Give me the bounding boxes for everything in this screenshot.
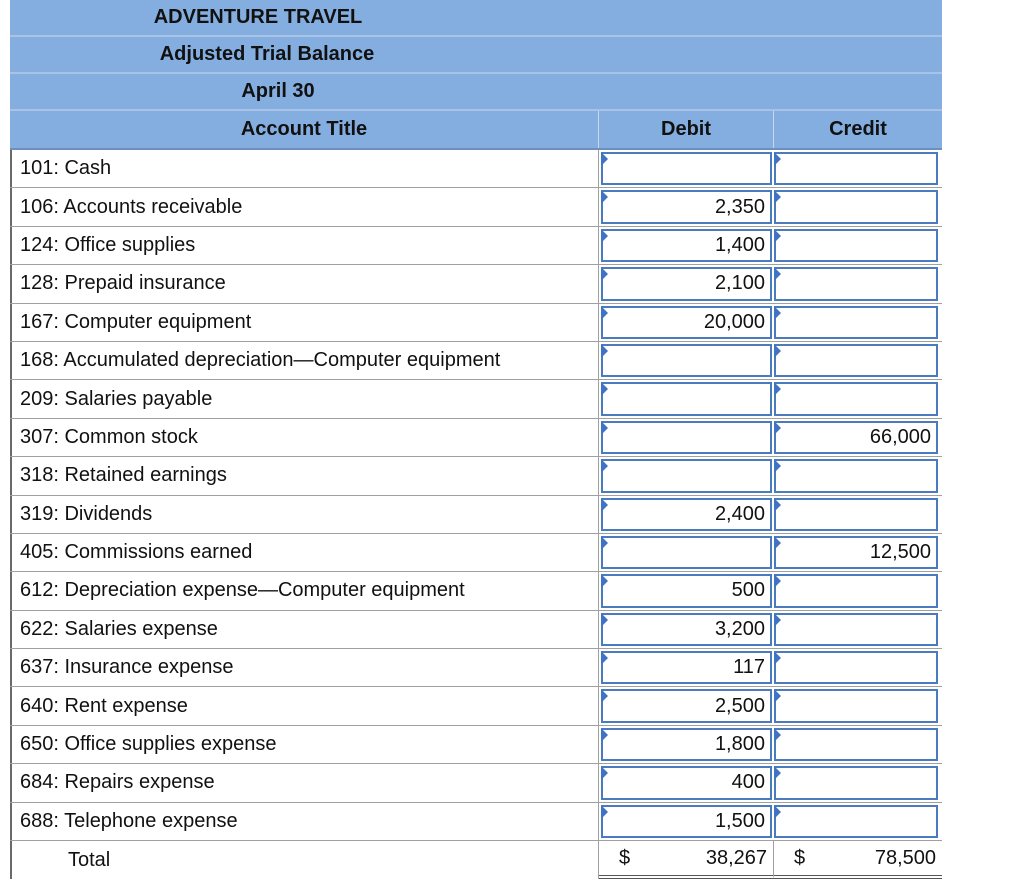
debit-input[interactable]: 2,350 xyxy=(601,190,772,223)
table-row xyxy=(10,726,942,764)
table-row xyxy=(10,380,942,418)
credit-input[interactable] xyxy=(774,382,938,415)
account-title-cell: 640: Rent expense xyxy=(10,687,599,724)
account-title-cell: 688: Telephone expense xyxy=(10,803,599,840)
credit-input[interactable] xyxy=(774,229,938,262)
table-row xyxy=(10,534,942,572)
total-debit-amount: 38,267 xyxy=(705,846,767,869)
credit-input[interactable] xyxy=(774,766,938,799)
table-row xyxy=(10,304,942,342)
credit-input[interactable] xyxy=(774,728,938,761)
credit-input[interactable] xyxy=(774,613,938,646)
credit-input[interactable] xyxy=(774,498,938,531)
total-row xyxy=(10,841,942,879)
credit-input[interactable] xyxy=(774,689,938,722)
debit-input[interactable]: 117 xyxy=(601,651,772,684)
account-title-cell: 307: Common stock xyxy=(10,419,599,456)
debit-input[interactable]: 1,800 xyxy=(601,728,772,761)
table-row xyxy=(10,572,942,610)
credit-input[interactable] xyxy=(774,651,938,684)
table-row xyxy=(10,803,942,841)
credit-input[interactable]: 66,000 xyxy=(774,421,938,454)
debit-input[interactable] xyxy=(601,459,772,492)
credit-input[interactable] xyxy=(774,574,938,607)
account-title-cell: 622: Salaries expense xyxy=(10,611,599,648)
credit-input[interactable]: 12,500 xyxy=(774,536,938,569)
debit-input[interactable]: 2,100 xyxy=(601,267,772,300)
report-date: April 30 xyxy=(241,80,315,102)
debit-input[interactable]: 2,400 xyxy=(601,498,772,531)
account-title-cell: 684: Repairs expense xyxy=(10,764,599,801)
total-credit-dollar: $ xyxy=(794,846,806,869)
debit-input[interactable]: 1,500 xyxy=(601,805,772,838)
table-row xyxy=(10,611,942,649)
account-title-cell: 106: Accounts receivable xyxy=(10,188,599,225)
account-title-cell: 124: Office supplies xyxy=(10,227,599,264)
debit-input[interactable]: 20,000 xyxy=(601,306,772,339)
debit-input[interactable] xyxy=(601,536,772,569)
debit-input[interactable]: 1,400 xyxy=(601,229,772,262)
debit-header: Debit xyxy=(599,111,774,148)
total-debit-dollar: $ xyxy=(619,846,631,869)
company-name: ADVENTURE TRAVEL xyxy=(153,6,363,28)
debit-input[interactable] xyxy=(601,152,772,185)
account-title-cell: 612: Depreciation expense—Computer equipment xyxy=(10,572,599,609)
report-title: Adjusted Trial Balance xyxy=(159,43,375,65)
account-title-cell: 650: Office supplies expense xyxy=(10,726,599,763)
credit-input[interactable] xyxy=(774,344,938,377)
credit-input[interactable] xyxy=(774,306,938,339)
debit-input[interactable] xyxy=(601,421,772,454)
table-row xyxy=(10,649,942,687)
trial-balance-table xyxy=(10,0,942,879)
account-title-cell: 101: Cash xyxy=(10,150,599,187)
total-debit-cell xyxy=(599,841,774,879)
debit-input[interactable] xyxy=(601,344,772,377)
debit-input[interactable] xyxy=(601,382,772,415)
table-row xyxy=(10,419,942,457)
total-credit-cell xyxy=(774,841,942,879)
table-row xyxy=(10,687,942,725)
debit-input[interactable]: 500 xyxy=(601,574,772,607)
company-header xyxy=(10,0,942,37)
table-row xyxy=(10,188,942,226)
credit-input[interactable] xyxy=(774,152,938,185)
account-title-header: Account Title xyxy=(10,111,599,148)
account-title-cell: 128: Prepaid insurance xyxy=(10,265,599,302)
total-credit-amount: 78,500 xyxy=(874,846,936,869)
credit-input[interactable] xyxy=(774,190,938,223)
account-title-cell: 405: Commissions earned xyxy=(10,534,599,571)
account-title-cell: 209: Salaries payable xyxy=(10,380,599,417)
credit-header: Credit xyxy=(829,118,887,140)
account-title-cell: 167: Computer equipment xyxy=(10,304,599,341)
table-row xyxy=(10,342,942,380)
table-row xyxy=(10,457,942,495)
table-row xyxy=(10,764,942,802)
debit-input[interactable]: 3,200 xyxy=(601,613,772,646)
credit-input[interactable] xyxy=(774,459,938,492)
account-title-cell: 637: Insurance expense xyxy=(10,649,599,686)
credit-input[interactable] xyxy=(774,805,938,838)
column-headers xyxy=(10,111,942,150)
account-title-cell: 318: Retained earnings xyxy=(10,457,599,494)
total-label: Total xyxy=(10,841,599,879)
debit-input[interactable]: 400 xyxy=(601,766,772,799)
table-row xyxy=(10,265,942,303)
date-header xyxy=(10,74,942,111)
table-row xyxy=(10,150,942,188)
report-header xyxy=(10,37,942,74)
table-row xyxy=(10,496,942,534)
account-title-cell: 168: Accumulated depreciation—Computer equipment xyxy=(10,342,599,379)
account-title-cell: 319: Dividends xyxy=(10,496,599,533)
table-row xyxy=(10,227,942,265)
debit-input[interactable]: 2,500 xyxy=(601,689,772,722)
credit-input[interactable] xyxy=(774,267,938,300)
account-rows xyxy=(10,150,942,841)
